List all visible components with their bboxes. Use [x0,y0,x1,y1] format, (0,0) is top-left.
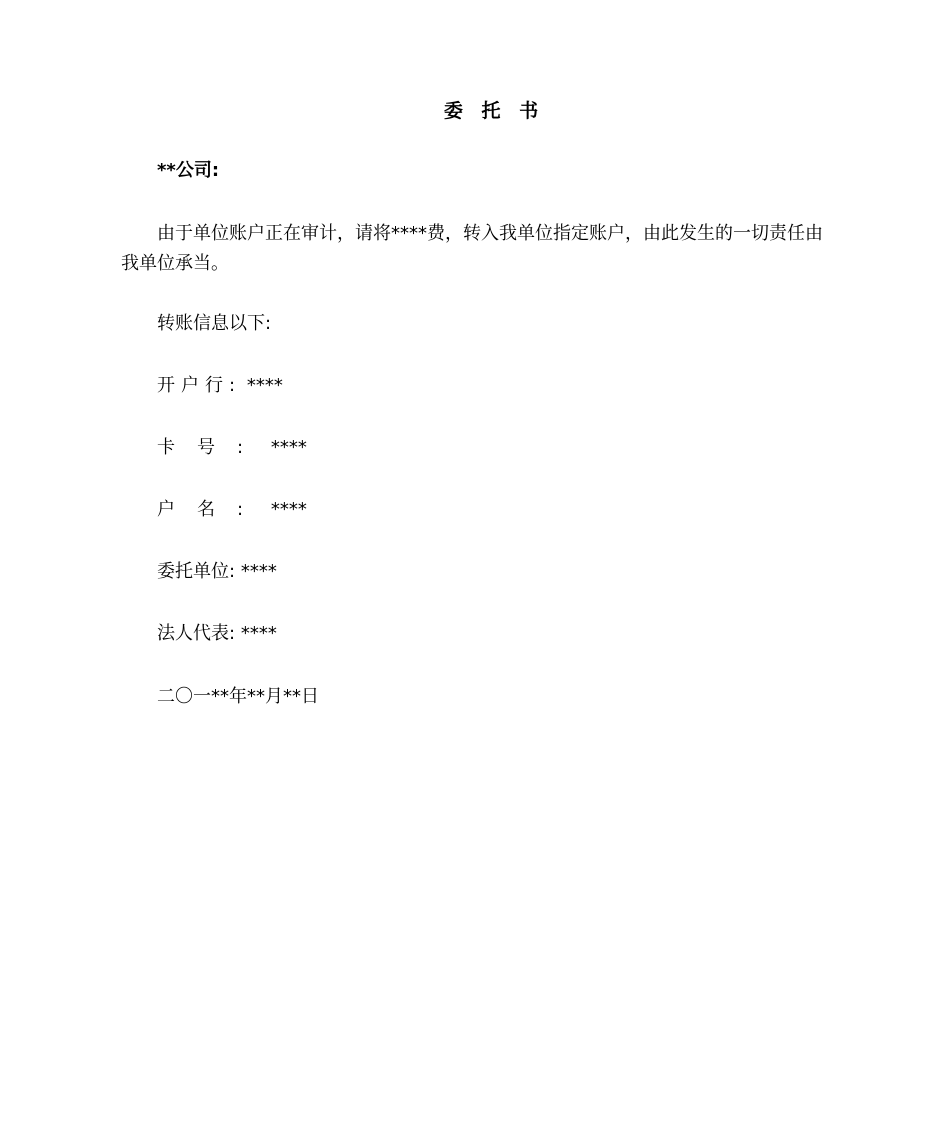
field-card-number-value: **** [270,437,307,458]
document-title: 委 托 书 [443,100,545,122]
field-account-name [157,495,307,525]
field-bank-value: **** [246,375,283,396]
field-entrusting-unit-label: 委托单位: [157,561,236,582]
field-bank-label: 开户行: [157,375,242,396]
field-card-number-label: 卡号: [157,437,266,458]
body-paragraph: 由于单位账户正在审计，请将****费，转入我单位指定账户，由此发生的一切责任由我单位承当。 [121,223,823,274]
field-card-number [157,433,307,463]
addressee: **公司: [157,160,220,181]
transfer-intro: 转账信息以下: [157,313,272,334]
field-legal-representative [157,619,277,649]
document-date: 二〇一**年**月**日 [157,686,319,707]
field-bank [157,371,283,401]
field-legal-representative-value: **** [240,623,277,644]
field-legal-representative-label: 法人代表: [157,623,236,644]
field-account-name-value: **** [270,499,307,520]
field-entrusting-unit-value: **** [240,561,277,582]
field-account-name-label: 户名: [157,499,266,520]
field-entrusting-unit [157,557,277,587]
